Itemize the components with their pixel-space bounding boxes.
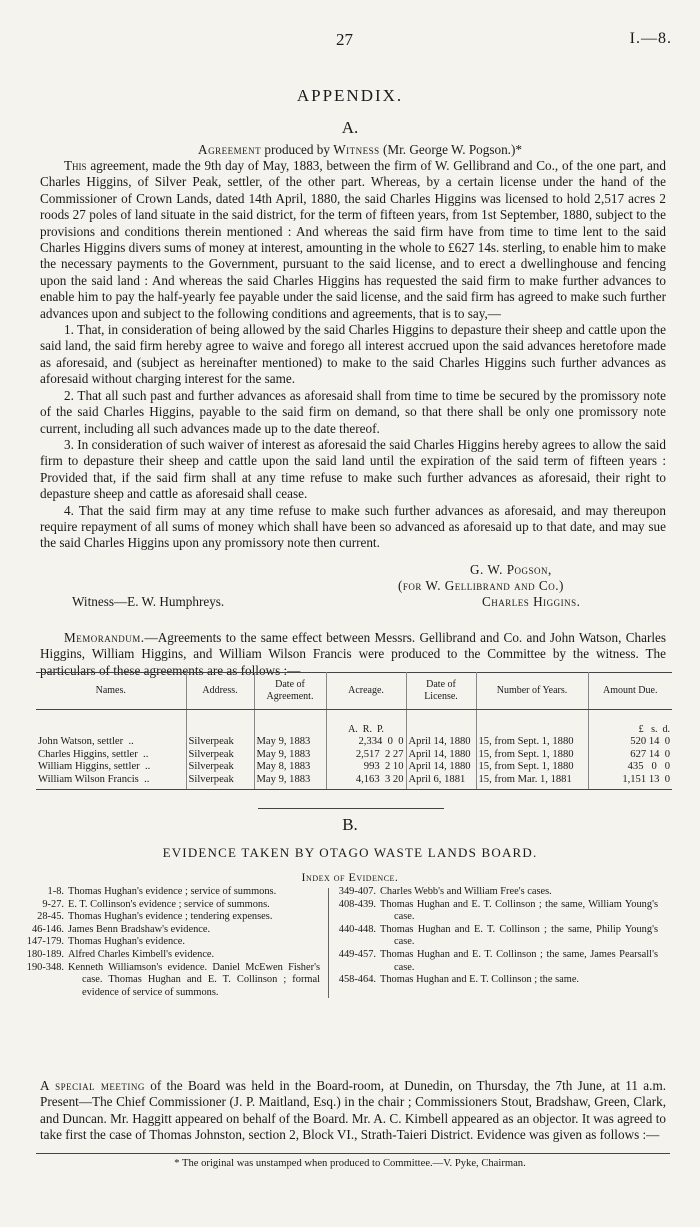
heading-produced-by: produced by	[261, 142, 334, 157]
pounds: 1,151	[622, 773, 647, 785]
cell-acreage	[326, 749, 406, 761]
agreement-paragraph	[40, 158, 666, 322]
page-number: 27	[336, 30, 353, 49]
index-text: Alfred Charles Kimbell's evidence.	[68, 948, 215, 960]
index-range: 28-45.	[37, 911, 64, 923]
cell-date-agreement: May 9, 1883	[254, 749, 326, 761]
index-entry	[16, 899, 320, 912]
signature-for-firm	[398, 578, 564, 594]
section-a-letter: A.	[341, 118, 359, 137]
pounds: 520	[630, 736, 647, 748]
cell-acreage	[326, 736, 406, 748]
meeting-text: of the Board was held in the Board-room, at Dunedin, on Thursday, the 7th June, at 11 a.m. Present—The Chief Commissioner (J. P. Maitland, Esq.) in the chair ; Commissioners Stout, Bradshaw, Green, Clark, and Duncan. Mr. Haggitt appeared on behalf of the Board. Mr. A. C. Kimbell appeared as an objector. It was agreed to take first the case of Thomas Johnston, section 2, Block VI., Strath-Taieri District. Evidence was given as follows :—	[40, 1078, 666, 1143]
index-range: 147-179.	[26, 936, 64, 948]
pence: 0	[664, 761, 670, 773]
page-reference: I.—8.	[629, 30, 672, 47]
name-text: Charles Higgins, settler	[38, 748, 138, 760]
index-left-column	[16, 886, 320, 999]
cell-address: Silverpeak	[186, 749, 254, 761]
clause-3: 3. In consideration of such waiver of interest as aforesaid the said Charles Higgins hereby agrees to allow the said firm to depasture their sheep and cattle upon the said land until the expiration of the said term of fifteen years : Provided that, if the said firm shall at any time refuse to make such further advances as aforesaid, their right to depasture sheep and cattle as aforesaid shall cease.	[40, 436, 666, 502]
index-text: Thomas Hughan's evidence ; service of summons.	[68, 886, 277, 897]
index-range: 9-27.	[42, 898, 64, 910]
roods: 2	[384, 748, 391, 760]
heading-agreement: Agreement	[198, 142, 262, 157]
index-text: Thomas Hughan and E. T. Collinson ; the same, William Young's case.	[380, 898, 658, 923]
index-range: 46-146.	[31, 923, 64, 935]
cell-date-license: April 14, 1880	[406, 749, 476, 761]
pence: 0	[664, 736, 670, 748]
index-entry	[328, 886, 658, 899]
meeting-paragraph	[40, 1078, 666, 1144]
column-header: Acreage.	[326, 673, 406, 710]
acres: 2,517	[355, 748, 380, 760]
roods: 3	[384, 773, 391, 785]
column-header: Number of Years.	[476, 673, 588, 710]
index-range: 190-348.	[26, 961, 64, 973]
index-entry	[16, 886, 320, 899]
index-entry	[328, 924, 658, 949]
index-range: 408-439.	[338, 898, 376, 910]
agreement-body	[40, 158, 666, 552]
heading-witness-name: (Mr. George W. Pogson.)*	[379, 142, 522, 157]
shillings: 14	[648, 748, 660, 760]
index-text: Thomas Hughan and E. T. Collinson ; the same.	[380, 974, 580, 986]
table-row	[36, 761, 672, 773]
index-title: Index of Evidence.	[301, 870, 399, 884]
name-text: John Watson, settler	[38, 736, 124, 748]
column-header: Names.	[36, 673, 186, 710]
index-entry	[328, 949, 658, 974]
index-text: E. T. Collinson's evidence ; service of summons.	[68, 898, 270, 910]
index-entry	[328, 974, 658, 987]
units-row	[36, 710, 672, 737]
roods: 2	[384, 761, 391, 773]
cell-name: William Higgins, settler ..	[36, 761, 186, 773]
index-range: 349-407.	[338, 886, 376, 897]
cell-years: 15, from Mar. 1, 1881	[476, 774, 588, 790]
appendix-title: APPENDIX.	[296, 86, 404, 105]
cell-acreage	[326, 761, 406, 773]
cell-acreage	[326, 774, 406, 790]
pence: 0	[664, 748, 670, 760]
unit-acres: A.	[348, 724, 358, 735]
index-entry	[16, 936, 320, 949]
shillings: 14	[648, 736, 660, 748]
column-header: Amount Due.	[588, 673, 672, 710]
index-range: 1-8.	[47, 886, 64, 897]
index-entry	[16, 924, 320, 937]
acres: 4,163	[355, 773, 380, 785]
index-range: 440-448.	[338, 923, 376, 935]
index-text: Thomas Hughan and E. T. Collinson ; the same, James Pearsall's case.	[380, 948, 658, 973]
index-text: Kenneth Williamson's evidence. Daniel McEwen Fisher's case. Thomas Hughan and E. T. Collinson ; formal evidence of service of summons.	[68, 961, 320, 998]
index-text: Thomas Hughan and E. T. Collinson ; the same, Philip Young's case.	[380, 923, 658, 948]
poles: 27	[392, 748, 404, 760]
acreage-units	[326, 710, 406, 737]
clause-1: 1. That, in consideration of being allowed by the said Charles Higgins to depasture their sheep and cattle upon the said land, the said firm hereby agree to waive and forego all interest accrued upon the said advances heretofore made as aforesaid, and (subject as hereinafter mentioned) to make to the said Charles Higgins such further advances as aforesaid without charging interest for the same.	[40, 322, 666, 387]
acres: 993	[363, 761, 380, 773]
memorandum-label: Memorandum.	[64, 630, 145, 645]
index-text: James Benn Bradshaw's evidence.	[68, 923, 211, 935]
cell-date-license: April 6, 1881	[406, 774, 476, 790]
clause-4: 4. That the said firm may at any time refuse to make such further advances as aforesaid, and may thereupon require repayment of all sums of money which shall have been so advanced as aforesaid up to that date, and may sue the said Charles Higgins upon any promissory note then current.	[40, 502, 666, 551]
poles: 20	[392, 773, 404, 785]
index-text: Charles Webb's and William Free's cases.	[380, 886, 552, 897]
table-row	[36, 749, 672, 761]
unit-roods: R.	[362, 724, 372, 735]
table-row	[36, 774, 672, 790]
cell-name: John Watson, settler ..	[36, 736, 186, 748]
roods: 0	[387, 736, 393, 748]
cell-name: Charles Higgins, settler ..	[36, 749, 186, 761]
index-entry	[16, 949, 320, 962]
unit-shillings: s.	[651, 724, 658, 735]
index-range: 180-189.	[26, 948, 64, 960]
signature-for-firm-text: (for W. Gellibrand and Co.)	[398, 578, 564, 593]
agreement-paragraph-text: agreement, made the 9th day of May, 1883, between the firm of W. Gellibrand and Co., of the one part, and Charles Higgins, of Silver Peak, settler, of the other part. Whereas, by a certain license under the hand of the Commissioner of Crown Lands, dated 14th April, 1880, the said Charles Higgins was licensed to hold 2,517 acres 2 roods 27 poles of land situate in the said district, for the term of fifteen years, from 1st September, 1880, subject to the provisions and conditions therein mentioned : And whereas the said firm have from time to time lent to the said Charles Higgins divers sums of money at interest, amounting in the whole to £627 14s. sterling, to enable him to make the necessary payments to the Government, pursuant to the said license, and to erect a dwellinghouse and fencing upon the said land : And whereas the said Charles Higgins has requested the said firm to make further advances to enable him to pay the half-yearly fee payable under the said license, and the said firm has agreed to make such further advances upon and subject to the following conditions and agreements, that is to say,—	[40, 158, 666, 321]
cell-years: 15, from Sept. 1, 1880	[476, 761, 588, 773]
first-word: This	[64, 158, 87, 173]
column-header: Date of Agreement.	[254, 673, 326, 710]
signature-higgins: Charles Higgins.	[482, 594, 581, 609]
clause-2: 2. That all such past and further advances as aforesaid shall from time to time be secured by the promissory note of the said Charles Higgins, payable to the said firm on demand, so that there shall be only one promissory note current, including all such advances made up to the date thereof.	[40, 387, 666, 436]
acres: 2,334	[358, 736, 383, 748]
amount-units	[588, 710, 672, 737]
index-entry	[16, 962, 320, 1000]
heading-witness: Witness	[333, 142, 380, 157]
section-b-letter: B.	[342, 815, 358, 834]
cell-date-agreement: May 8, 1883	[254, 761, 326, 773]
pounds: 627	[630, 748, 647, 760]
index-range: 458-464.	[338, 974, 376, 986]
cell-name: William Wilson Francis ..	[36, 774, 186, 790]
cell-date-agreement: May 9, 1883	[254, 774, 326, 790]
name-text: William Higgins, settler	[38, 761, 140, 773]
index-text: Thomas Hughan's evidence ; tendering expenses.	[68, 911, 273, 923]
pence: 0	[664, 773, 670, 785]
index-entry	[16, 911, 320, 924]
cell-date-license: April 14, 1880	[406, 736, 476, 748]
poles: 0	[398, 736, 404, 748]
cell-address: Silverpeak	[186, 761, 254, 773]
cell-amount	[588, 749, 672, 761]
pounds: 435	[627, 761, 644, 773]
shillings: 13	[648, 773, 660, 785]
cell-amount	[588, 774, 672, 790]
table-row	[36, 736, 672, 748]
section-divider	[258, 808, 444, 809]
cell-address: Silverpeak	[186, 736, 254, 748]
footnote: * The original was unstamped when produced to Committee.—V. Pyke, Chairman.	[174, 1158, 526, 1169]
cell-date-agreement: May 9, 1883	[254, 736, 326, 748]
meeting-lead: A special meeting	[40, 1078, 145, 1093]
evidence-title: EVIDENCE TAKEN BY OTAGO WASTE LANDS BOARD.	[162, 845, 538, 860]
index-entry	[328, 899, 658, 924]
index-right-column	[328, 886, 658, 987]
memorandum-text: —Agreements to the same effect between Messrs. Gellibrand and Co. and John Watson, Charles Higgins, William Higgins, and William Wilson Francis were produced to the Committee by the witness. The particulars of these agreements are as follows :—	[40, 630, 666, 678]
unit-pence: d.	[662, 724, 670, 735]
footnote-rule	[36, 1153, 670, 1154]
table-header-row	[36, 673, 672, 710]
shillings: 0	[651, 761, 657, 773]
cell-years: 15, from Sept. 1, 1880	[476, 736, 588, 748]
index-text: Thomas Hughan's evidence.	[68, 936, 186, 948]
unit-pounds: £	[638, 724, 644, 735]
agreement-heading	[40, 142, 680, 158]
column-header: Date of License.	[406, 673, 476, 710]
name-text: William Wilson Francis	[38, 773, 139, 785]
witness-line: Witness—E. W. Humphreys.	[72, 594, 225, 609]
signature-pogson: G. W. Pogson,	[470, 562, 552, 577]
cell-amount	[588, 761, 672, 773]
cell-years: 15, from Sept. 1, 1880	[476, 749, 588, 761]
poles: 10	[392, 761, 404, 773]
cell-date-license: April 14, 1880	[406, 761, 476, 773]
unit-poles: P.	[376, 724, 384, 735]
cell-amount	[588, 736, 672, 748]
cell-address: Silverpeak	[186, 774, 254, 790]
column-header: Address.	[186, 673, 254, 710]
index-range: 449-457.	[338, 948, 376, 960]
agreements-table	[36, 672, 672, 790]
